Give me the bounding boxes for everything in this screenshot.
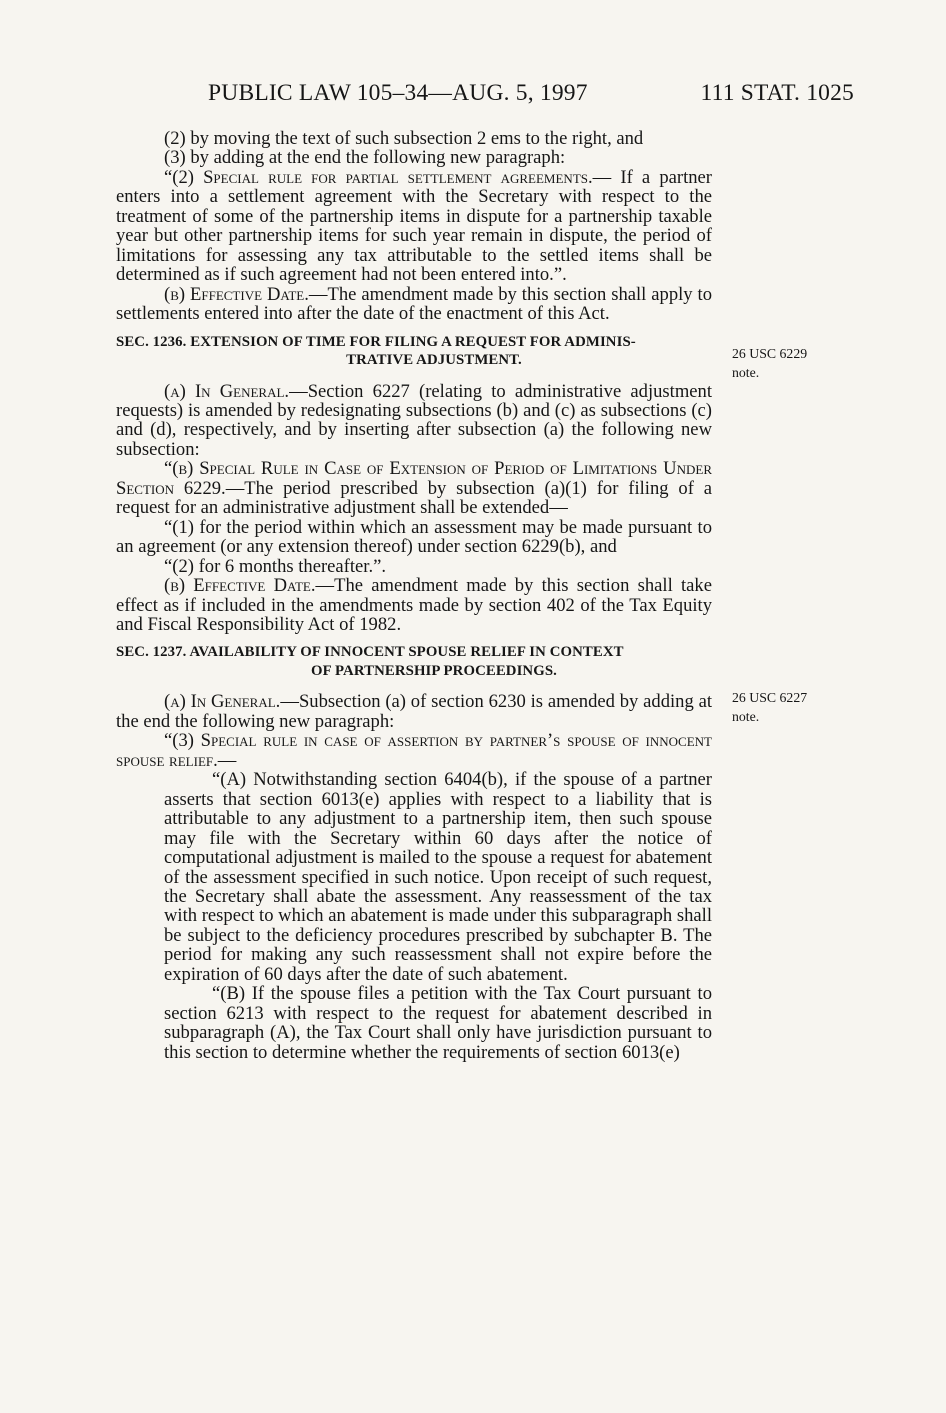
paragraph-subparagraph-a: “(A) Notwithstanding section 6404(b), if the spouse of a partner asserts that section 6013(e) applies with respect to a liability that is attributable to any adjustment to a partnership item, then such spouse may file with the Secretary within 60 days after the notice of computational adjustment is mailed to the spouse a request for abatement of the assessment specified in such notice. Upon receipt of such request, the Secretary shall abate the assessment. Any reassessment of the tax with respect to which an abatement is made under this subparagraph shall be subject to the deficiency procedures prescribed by subchapter B. The period for making any such reassessment shall not expire before the expiration of 60 days after the date of such abatement. (164, 769, 712, 985)
header-stat-page: 111 STAT. 1025 (700, 80, 854, 106)
caption-special-rule-extension: “(b) Special Rule in Case of Extension of Period of Limitations Under Section 6229. (116, 458, 712, 499)
running-header (208, 78, 854, 108)
paragraph-effective-date-1 (116, 285, 712, 324)
margin-note-6229 (732, 344, 807, 383)
section-1236-line1: SEC. 1236. EXTENSION OF TIME FOR FILING A REQUEST FOR ADMINIS- (116, 333, 636, 350)
section-heading-1237 (116, 643, 712, 680)
paragraph-2-ems: (2) by moving the text of such subsection 2 ems to the right, and (164, 128, 644, 149)
paragraph-in-general-1237 (116, 692, 712, 731)
text-in-general-1236: —Section 6227 (relating to administrative adjustment requests) is amended by redesignating subsections (b) and (c) as subsections (c) and (d), respectively, and by inserting after subsection (a) the following new subsection: (116, 380, 713, 460)
text-in-general-1237: —Subsection (a) of section 6230 is amended by adding at the end the following new paragraph: (116, 691, 712, 732)
margin-note-6227-line1: 26 USC 6227 (732, 690, 808, 705)
paragraph-subparagraph-b: “(B) If the spouse files a petition with the Tax Court pursuant to section 6213 with respect to the request for abatement described in subparagraph (A), the Tax Court shall only have jurisdiction pursuant to this section to determine whether the requirements of section 6013(e) (164, 983, 712, 1063)
paragraph-innocent-spouse-heading: “(3) Special rule in case of assertion by partner’s spouse of innocent spouse relief.— (116, 730, 712, 771)
text-effective-date-1: —The amendment made by this section shall apply to settlements entered into after the date of the enactment of this Act. (116, 283, 712, 325)
margin-note-6229-line2: note. (732, 365, 760, 381)
paragraph-partial-settlement (116, 168, 712, 285)
body-text (116, 129, 712, 1062)
section-1236-line2: TRATIVE ADJUSTMENT. (346, 352, 522, 369)
section-heading-1236 (116, 333, 712, 370)
caption-effective-date-2: (b) Effective Date. (164, 575, 316, 597)
paragraph-item-2: “(2) for 6 months thereafter.”. (164, 555, 386, 577)
caption-partial-settlement: “(2) Special rule for partial settlement agreements.— (164, 166, 612, 188)
margin-note-6227-line2: note. (732, 709, 760, 725)
section-1237-line2: OF PARTNERSHIP PROCEEDINGS. (311, 662, 557, 679)
margin-note-6229-line1: 26 USC 6229 (732, 346, 808, 361)
text-partial-settlement: If a partner enters into a settlement agreement with the Secretary with respect to the treatment of some of the partnership items in dispute for a partnership taxable year but other partnership items for such year remain in dispute, the period of limitations for assessing any tax attributable to the settled items shall be determined as if such agreement had not been entered into.”. (116, 166, 712, 286)
section-1237-line1: SEC. 1237. AVAILABILITY OF INNOCENT SPOUSE RELIEF IN CONTEXT (116, 644, 624, 661)
paragraph-in-general-1236 (116, 382, 712, 460)
paragraph-item-1 (116, 518, 712, 557)
header-public-law: PUBLIC LAW 105–34—AUG. 5, 1997 (208, 80, 588, 106)
paragraph-special-rule-extension (116, 459, 712, 517)
text-special-rule-extension: —The period prescribed by subsection (a)(1) for filing of a request for an administrative adjustment shall be extended— (116, 477, 713, 519)
text-effective-date-2: —The amendment made by this section shall take effect as if included in the amendments made by section 402 of the Tax Equity and Fiscal Responsibility Act of 1982. (116, 575, 712, 635)
text-item-1: “(1) for the period within which an assessment may be made pursuant to an agreement (or any extension thereof) under section 6229(b), and (116, 516, 712, 558)
paragraph-effective-date-2 (116, 576, 712, 634)
paragraph-add-new: (3) by adding at the end the following new paragraph: (164, 147, 566, 169)
caption-in-general-1237: (a) In General. (164, 691, 281, 713)
caption-in-general-1236: (a) In General. (164, 380, 290, 402)
caption-effective-date-1: (b) Effective Date. (164, 283, 309, 305)
margin-note-6227 (732, 688, 807, 727)
